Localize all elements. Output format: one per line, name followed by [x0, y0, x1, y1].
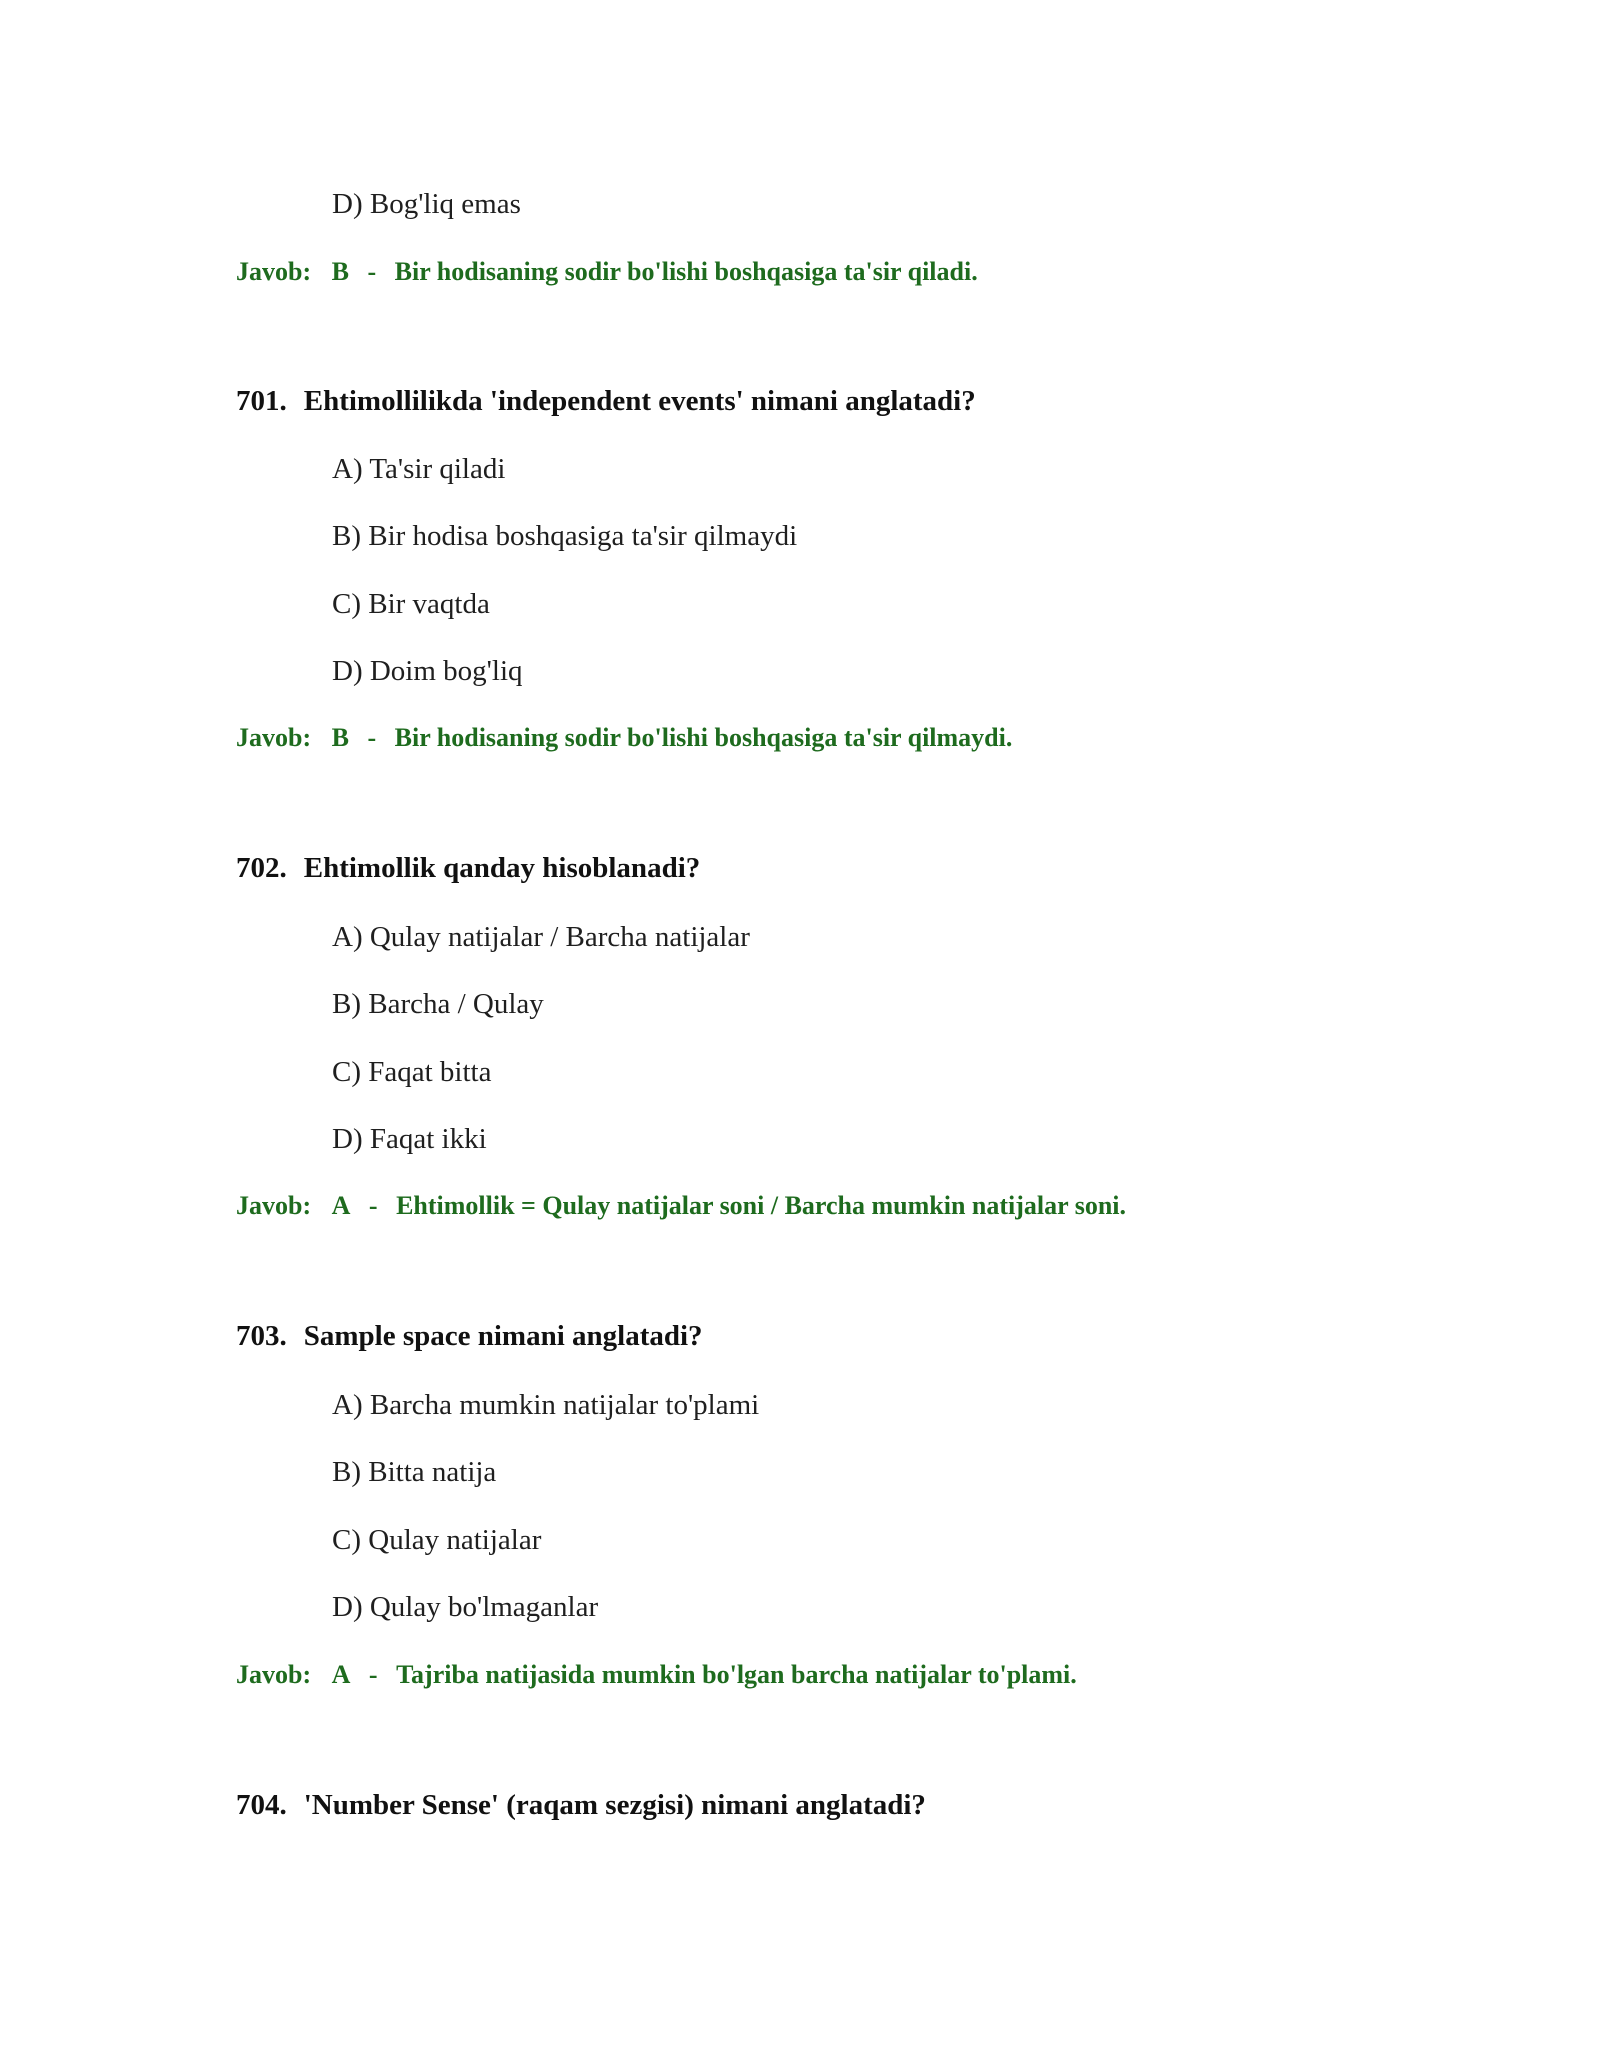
option-d: D) Faqat ikki — [332, 1123, 487, 1155]
option-a: A) Barcha mumkin natijalar to'plami — [332, 1389, 760, 1421]
answer-text: Tajriba natijasida mumkin bo'lgan barcha natijalar to'plami. — [396, 1660, 1077, 1689]
option-b: B) Bir hodisa boshqasiga ta'sir qilmaydi — [332, 520, 798, 552]
answer-dash: - — [367, 257, 377, 286]
answer-dash: - — [368, 1660, 378, 1689]
answer-text: Bir hodisaning sodir bo'lishi boshqasiga ta'sir qilmaydi. — [394, 723, 1013, 752]
option-b: B) Bitta natija — [332, 1456, 497, 1488]
question-703 — [236, 1320, 703, 1353]
answer-letter: A — [331, 1191, 351, 1220]
option-a: A) Ta'sir qiladi — [332, 453, 506, 485]
answer-line — [236, 1660, 1077, 1690]
question-number: 701. — [236, 385, 287, 417]
option-a: A) Qulay natijalar / Barcha natijalar — [332, 921, 750, 953]
question-number: 703. — [236, 1320, 287, 1352]
question-text: Ehtimollik qanday hisoblanadi? — [303, 852, 701, 884]
answer-line — [236, 1191, 1126, 1221]
answer-text: Ehtimollik = Qulay natijalar soni / Barcha mumkin natijalar soni. — [396, 1191, 1127, 1220]
question-number: 704. — [236, 1789, 287, 1821]
option-d: D) Doim bog'liq — [332, 655, 523, 687]
question-702 — [236, 852, 700, 885]
answer-line — [236, 723, 1012, 753]
question-text: Ehtimollilikda 'independent events' nimani anglatadi? — [303, 385, 976, 417]
option-b: B) Barcha / Qulay — [332, 988, 544, 1020]
answer-letter: A — [331, 1660, 351, 1689]
answer-line — [236, 257, 978, 287]
answer-prefix: Javob: — [236, 1191, 312, 1220]
answer-text: Bir hodisaning sodir bo'lishi boshqasiga ta'sir qiladi. — [394, 257, 978, 286]
answer-prefix: Javob: — [236, 257, 312, 286]
question-704 — [236, 1789, 926, 1822]
option-c: C) Qulay natijalar — [332, 1524, 542, 1556]
option-c: C) Bir vaqtda — [332, 588, 490, 620]
question-number: 702. — [236, 852, 287, 884]
question-text: Sample space nimani anglatadi? — [303, 1320, 703, 1352]
answer-letter: B — [331, 723, 349, 752]
question-text: 'Number Sense' (raqam sezgisi) nimani anglatadi? — [303, 1789, 926, 1821]
answer-prefix: Javob: — [236, 1660, 312, 1689]
question-701 — [236, 385, 976, 418]
answer-dash: - — [367, 723, 377, 752]
answer-prefix: Javob: — [236, 723, 312, 752]
option-d: D) Qulay bo'lmaganlar — [332, 1591, 599, 1623]
option-d: D) Bog'liq emas — [332, 188, 521, 220]
option-c: C) Faqat bitta — [332, 1056, 492, 1088]
answer-letter: B — [331, 257, 349, 286]
answer-dash: - — [368, 1191, 378, 1220]
